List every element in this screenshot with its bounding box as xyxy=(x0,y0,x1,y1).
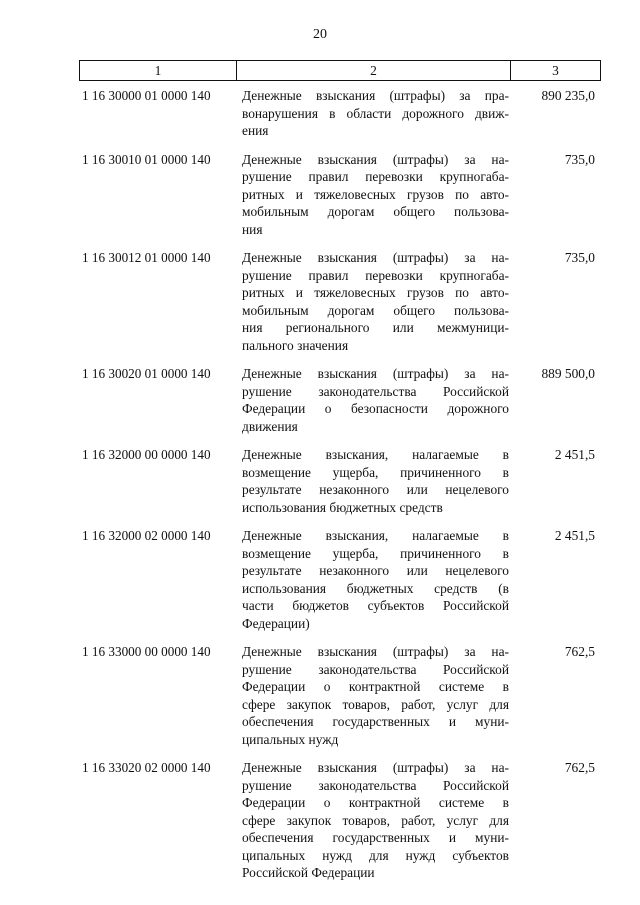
row-code: 1 16 30000 01 0000 140 xyxy=(82,88,211,103)
description-line: ения xyxy=(242,123,269,138)
description-line: Федерации о контрактной системе в xyxy=(242,679,509,694)
table-row xyxy=(79,643,601,748)
header-col-2: 2 xyxy=(237,61,511,80)
row-amount: 735,0 xyxy=(564,250,595,265)
description-line: Федерации) xyxy=(242,615,310,631)
row-amount: 2 451,5 xyxy=(554,528,595,543)
row-description xyxy=(239,249,509,354)
row-amount: 2 451,5 xyxy=(554,447,595,462)
description-line: ципальных нужд xyxy=(242,731,339,747)
row-code: 1 16 30012 01 0000 140 xyxy=(82,250,211,265)
row-amount: 735,0 xyxy=(564,151,595,167)
description-line: сфере закупок товаров, работ, услуг для xyxy=(242,696,509,712)
description-line: Денежные взыскания (штрафы) за на- xyxy=(242,151,509,167)
description-line: Федерации о контрактной системе в xyxy=(242,795,509,810)
row-code: 1 16 32000 02 0000 140 xyxy=(82,528,211,543)
description-line: возмещение ущерба, причиненного в xyxy=(242,464,509,480)
header-col-1: 1 xyxy=(80,61,237,80)
row-description xyxy=(239,87,509,140)
description-line: рушение законодательства Российской xyxy=(242,777,509,793)
table-row xyxy=(79,365,601,435)
row-description xyxy=(239,527,509,632)
description-line: использования бюджетных средств (в xyxy=(242,580,509,596)
budget-table xyxy=(79,60,601,893)
row-code: 1 16 33020 02 0000 140 xyxy=(82,760,211,775)
description-line: ния xyxy=(242,221,263,237)
row-code: 1 16 33000 00 0000 140 xyxy=(82,644,211,659)
description-line: части бюджетов субъектов Российской xyxy=(242,598,509,613)
description-line: мобильным дорогам общего пользова- xyxy=(242,302,509,318)
table-body xyxy=(79,87,601,882)
description-line: ритных и тяжеловесных грузов по авто- xyxy=(242,186,509,202)
description-line: рушение правил перевозки крупногаба- xyxy=(242,169,509,184)
description-line: вонарушения в области дорожного движ- xyxy=(242,105,509,121)
row-amount: 889 500,0 xyxy=(541,366,595,381)
description-line: Денежные взыскания (штрафы) за на- xyxy=(242,366,509,381)
row-code: 1 16 30010 01 0000 140 xyxy=(82,151,211,167)
description-line: Денежные взыскания (штрафы) за на- xyxy=(242,250,509,265)
row-description xyxy=(239,643,509,748)
row-code: 1 16 30020 01 0000 140 xyxy=(82,366,211,381)
header-col-3: 3 xyxy=(552,62,559,78)
description-line: Денежные взыскания (штрафы) за на- xyxy=(242,760,509,775)
row-amount: 762,5 xyxy=(564,644,595,659)
description-line: движения xyxy=(242,418,298,434)
description-line: обеспечения государственных и муни- xyxy=(242,714,509,729)
row-code: 1 16 32000 00 0000 140 xyxy=(82,447,211,462)
description-line: Денежные взыскания, налагаемые в xyxy=(242,447,509,462)
description-line: результате незаконного или нецелевого xyxy=(242,563,509,578)
description-line: результате незаконного или нецелевого xyxy=(242,482,509,497)
description-line: рушение законодательства Российской xyxy=(242,383,509,399)
row-description xyxy=(239,446,509,516)
table-row xyxy=(79,151,601,239)
row-amount: 762,5 xyxy=(564,760,595,775)
table-row xyxy=(79,446,601,516)
table-row xyxy=(79,759,601,882)
page-number: 20 xyxy=(313,27,327,42)
description-line: Российской Федерации xyxy=(242,865,375,880)
row-description xyxy=(239,759,509,882)
description-line: сфере закупок товаров, работ, услуг для xyxy=(242,812,509,828)
description-line: рушение правил перевозки крупногаба- xyxy=(242,267,509,283)
description-line: мобильным дорогам общего пользова- xyxy=(242,204,509,219)
description-line: обеспечения государственных и муни- xyxy=(242,830,509,845)
description-line: возмещение ущерба, причиненного в xyxy=(242,545,509,561)
table-row xyxy=(79,527,601,632)
table-row xyxy=(79,87,601,140)
description-line: использования бюджетных средств xyxy=(242,499,443,515)
table-header-row xyxy=(79,60,601,81)
description-line: ципальных нужд для нужд субъектов xyxy=(242,847,509,863)
row-amount: 890 235,0 xyxy=(541,88,595,103)
row-description xyxy=(239,365,509,435)
description-line: Федерации о безопасности дорожного xyxy=(242,401,509,416)
description-line: пального значения xyxy=(242,337,349,353)
description-line: Денежные взыскания (штрафы) за на- xyxy=(242,644,509,659)
row-description xyxy=(239,151,509,239)
description-line: ритных и тяжеловесных грузов по авто- xyxy=(242,285,509,300)
description-line: Денежные взыскания, налагаемые в xyxy=(242,528,509,543)
description-line: рушение законодательства Российской xyxy=(242,661,509,677)
table-row xyxy=(79,249,601,354)
description-line: ния регионального или межмуници- xyxy=(242,320,509,335)
description-line: Денежные взыскания (штрафы) за пра- xyxy=(242,88,509,103)
